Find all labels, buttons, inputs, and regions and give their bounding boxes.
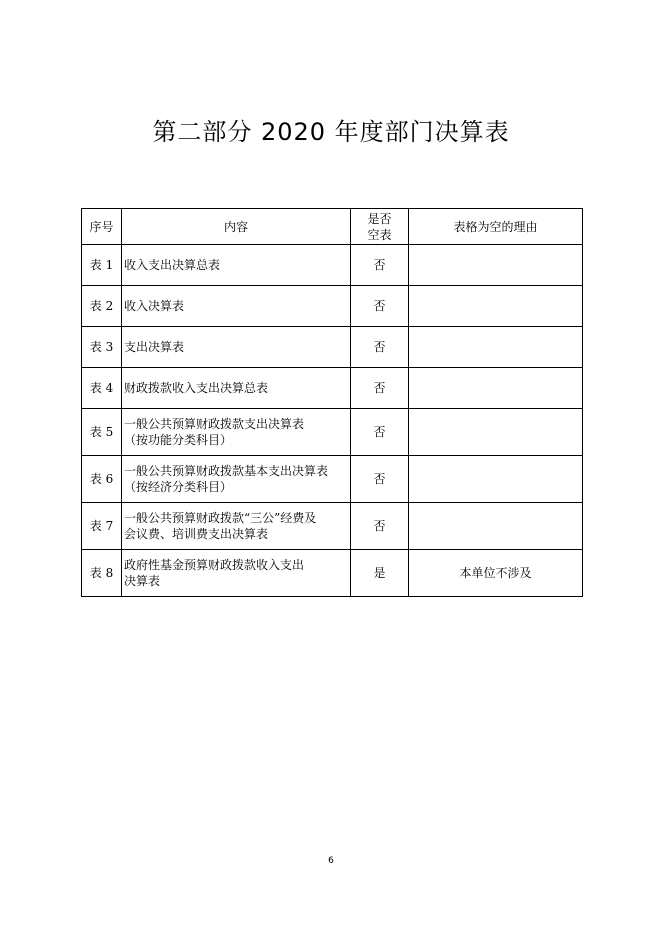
page-number: 6 xyxy=(328,856,334,866)
header-is-empty xyxy=(351,209,409,245)
row-seq: 表 1 xyxy=(82,245,122,286)
row-reason xyxy=(409,409,583,456)
row-content xyxy=(122,550,351,597)
row-content xyxy=(122,327,351,368)
row-is-empty: 否 xyxy=(351,245,409,286)
row-seq: 表 2 xyxy=(82,286,122,327)
row-seq: 表 5 xyxy=(82,409,122,456)
row-seq: 表 8 xyxy=(82,550,122,597)
row-content-line1: 支出决算表 xyxy=(124,340,185,354)
header-is-empty-line2: 空表 xyxy=(367,227,392,242)
header-is-empty-line1: 是否 xyxy=(367,211,392,226)
table-row xyxy=(82,286,583,327)
row-reason xyxy=(409,368,583,409)
table-row xyxy=(82,550,583,597)
header-seq: 序号 xyxy=(82,209,122,245)
row-content xyxy=(122,245,351,286)
table-row xyxy=(82,368,583,409)
header-content: 内容 xyxy=(122,209,351,245)
row-reason: 本单位不涉及 xyxy=(409,550,583,597)
row-content-line2: （按经济分类科目） xyxy=(124,480,233,494)
row-is-empty: 否 xyxy=(351,409,409,456)
row-seq: 表 6 xyxy=(82,456,122,503)
row-content-line1: 收入决算表 xyxy=(124,299,185,313)
table-header-row xyxy=(82,209,583,245)
row-content-line1: 政府性基金预算财政拨款收入支出 xyxy=(124,558,305,572)
row-seq: 表 4 xyxy=(82,368,122,409)
row-content xyxy=(122,368,351,409)
row-content-line1: 一般公共预算财政拨款“三公”经费及 xyxy=(124,511,317,525)
row-reason xyxy=(409,456,583,503)
table-row xyxy=(82,503,583,550)
row-content xyxy=(122,503,351,550)
row-is-empty: 是 xyxy=(351,550,409,597)
table-row xyxy=(82,409,583,456)
row-content-line1: 收入支出决算总表 xyxy=(124,258,221,272)
row-is-empty: 否 xyxy=(351,456,409,503)
row-is-empty: 否 xyxy=(351,368,409,409)
row-content-line2: （按功能分类科目） xyxy=(124,433,233,447)
row-is-empty: 否 xyxy=(351,503,409,550)
row-seq: 表 3 xyxy=(82,327,122,368)
header-reason: 表格为空的理由 xyxy=(409,209,583,245)
row-content xyxy=(122,286,351,327)
row-seq: 表 7 xyxy=(82,503,122,550)
row-reason xyxy=(409,503,583,550)
row-reason xyxy=(409,286,583,327)
row-content xyxy=(122,409,351,456)
row-content-line1: 一般公共预算财政拨款支出决算表 xyxy=(124,417,305,431)
row-content-line1: 一般公共预算财政拨款基本支出决算表 xyxy=(124,464,329,478)
page-title: 第二部分 2020 年度部门决算表 xyxy=(152,118,510,146)
row-content-line2: 会议费、培训费支出决算表 xyxy=(124,527,269,541)
row-reason xyxy=(409,245,583,286)
table-row xyxy=(82,327,583,368)
table-row xyxy=(82,456,583,503)
row-is-empty: 否 xyxy=(351,327,409,368)
row-content-line2: 决算表 xyxy=(124,574,161,588)
budget-tables-index xyxy=(81,208,583,597)
row-is-empty: 否 xyxy=(351,286,409,327)
row-content-line1: 财政拨款收入支出决算总表 xyxy=(124,381,269,395)
row-reason xyxy=(409,327,583,368)
row-content xyxy=(122,456,351,503)
table-row xyxy=(82,245,583,286)
